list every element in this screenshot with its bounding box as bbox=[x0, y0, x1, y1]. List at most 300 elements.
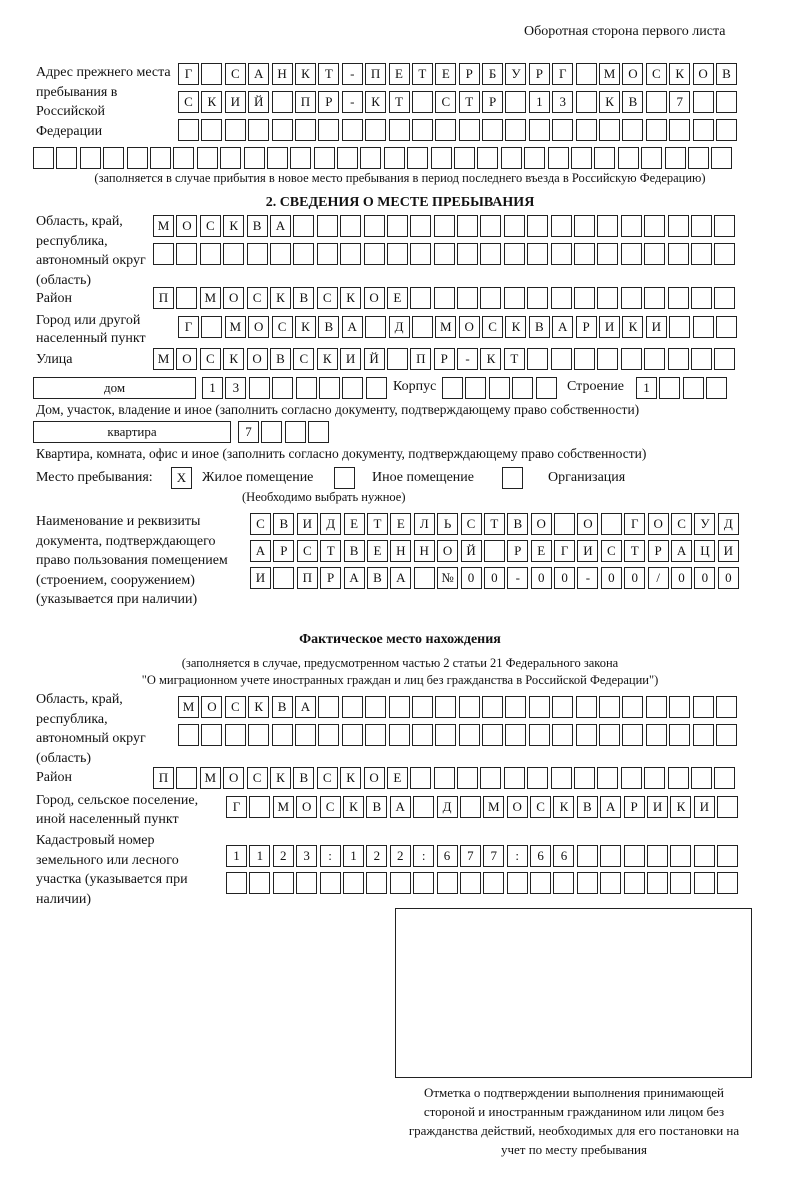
char-cell[interactable] bbox=[482, 724, 503, 746]
document-row-1[interactable] bbox=[250, 513, 741, 535]
char-cell[interactable] bbox=[529, 696, 550, 718]
char-cell[interactable]: О bbox=[531, 513, 552, 535]
char-cell[interactable] bbox=[554, 513, 575, 535]
char-cell[interactable] bbox=[646, 91, 667, 113]
char-cell[interactable] bbox=[644, 348, 665, 370]
char-cell[interactable]: Й bbox=[364, 348, 385, 370]
char-cell[interactable] bbox=[601, 513, 622, 535]
char-cell[interactable] bbox=[318, 696, 339, 718]
char-cell[interactable] bbox=[318, 724, 339, 746]
char-cell[interactable]: С bbox=[317, 287, 338, 309]
char-cell[interactable]: С bbox=[435, 91, 456, 113]
char-cell[interactable] bbox=[465, 377, 486, 399]
char-cell[interactable] bbox=[574, 348, 595, 370]
char-cell[interactable] bbox=[574, 287, 595, 309]
char-cell[interactable]: К bbox=[295, 316, 316, 338]
char-cell[interactable]: К bbox=[295, 63, 316, 85]
char-cell[interactable]: С bbox=[320, 796, 341, 818]
char-cell[interactable]: К bbox=[343, 796, 364, 818]
char-cell[interactable] bbox=[504, 287, 525, 309]
char-cell[interactable] bbox=[553, 872, 574, 894]
char-cell[interactable] bbox=[285, 421, 306, 443]
city-row[interactable] bbox=[178, 316, 739, 338]
char-cell[interactable] bbox=[527, 287, 548, 309]
char-cell[interactable] bbox=[127, 147, 148, 169]
char-cell[interactable]: В bbox=[529, 316, 550, 338]
char-cell[interactable] bbox=[290, 147, 311, 169]
actual-city-row[interactable] bbox=[226, 796, 741, 818]
char-cell[interactable]: Е bbox=[389, 63, 410, 85]
char-cell[interactable] bbox=[688, 147, 709, 169]
char-cell[interactable]: 0 bbox=[461, 567, 482, 589]
char-cell[interactable] bbox=[669, 119, 690, 141]
char-cell[interactable]: Й bbox=[248, 91, 269, 113]
char-cell[interactable] bbox=[366, 872, 387, 894]
char-cell[interactable] bbox=[599, 119, 620, 141]
char-cell[interactable] bbox=[536, 377, 557, 399]
char-cell[interactable] bbox=[407, 147, 428, 169]
char-cell[interactable] bbox=[176, 243, 197, 265]
char-cell[interactable] bbox=[618, 147, 639, 169]
char-cell[interactable]: 1 bbox=[226, 845, 247, 867]
stay-checkbox-residential[interactable]: X bbox=[171, 467, 192, 489]
char-cell[interactable]: 2 bbox=[390, 845, 411, 867]
char-cell[interactable] bbox=[249, 377, 270, 399]
char-cell[interactable] bbox=[524, 147, 545, 169]
char-cell[interactable] bbox=[665, 147, 686, 169]
char-cell[interactable] bbox=[551, 215, 572, 237]
char-cell[interactable] bbox=[576, 724, 597, 746]
char-cell[interactable]: С bbox=[317, 767, 338, 789]
char-cell[interactable] bbox=[176, 767, 197, 789]
char-cell[interactable] bbox=[644, 767, 665, 789]
char-cell[interactable] bbox=[459, 119, 480, 141]
char-cell[interactable]: Г bbox=[178, 316, 199, 338]
char-cell[interactable]: С bbox=[200, 348, 221, 370]
char-cell[interactable] bbox=[644, 215, 665, 237]
char-cell[interactable]: 1 bbox=[636, 377, 657, 399]
char-cell[interactable] bbox=[317, 243, 338, 265]
char-cell[interactable]: К bbox=[340, 767, 361, 789]
char-cell[interactable]: М bbox=[599, 63, 620, 85]
char-cell[interactable]: 1 bbox=[202, 377, 223, 399]
char-cell[interactable] bbox=[317, 215, 338, 237]
char-cell[interactable] bbox=[714, 243, 735, 265]
char-cell[interactable] bbox=[504, 767, 525, 789]
char-cell[interactable]: И bbox=[340, 348, 361, 370]
char-cell[interactable]: О bbox=[223, 287, 244, 309]
char-cell[interactable]: П bbox=[365, 63, 386, 85]
char-cell[interactable] bbox=[342, 119, 363, 141]
char-cell[interactable] bbox=[295, 724, 316, 746]
char-cell[interactable] bbox=[669, 724, 690, 746]
char-cell[interactable]: И bbox=[694, 796, 715, 818]
char-cell[interactable] bbox=[646, 724, 667, 746]
char-cell[interactable]: Р bbox=[576, 316, 597, 338]
char-cell[interactable]: Р bbox=[459, 63, 480, 85]
char-cell[interactable] bbox=[529, 724, 550, 746]
char-cell[interactable] bbox=[501, 147, 522, 169]
char-cell[interactable] bbox=[480, 243, 501, 265]
char-cell[interactable] bbox=[201, 119, 222, 141]
char-cell[interactable] bbox=[505, 119, 526, 141]
char-cell[interactable]: О bbox=[176, 215, 197, 237]
char-cell[interactable] bbox=[150, 147, 171, 169]
char-cell[interactable]: К bbox=[317, 348, 338, 370]
char-cell[interactable]: Г bbox=[624, 513, 645, 535]
char-cell[interactable]: О bbox=[507, 796, 528, 818]
char-cell[interactable]: И bbox=[577, 540, 598, 562]
char-cell[interactable] bbox=[670, 845, 691, 867]
char-cell[interactable] bbox=[337, 147, 358, 169]
char-cell[interactable]: Е bbox=[390, 513, 411, 535]
char-cell[interactable] bbox=[714, 348, 735, 370]
char-cell[interactable] bbox=[646, 696, 667, 718]
char-cell[interactable] bbox=[244, 147, 265, 169]
char-cell[interactable]: К bbox=[270, 287, 291, 309]
char-cell[interactable]: О bbox=[648, 513, 669, 535]
char-cell[interactable] bbox=[273, 567, 294, 589]
char-cell[interactable] bbox=[389, 119, 410, 141]
char-cell[interactable]: К bbox=[505, 316, 526, 338]
char-cell[interactable] bbox=[577, 845, 598, 867]
char-cell[interactable]: Г bbox=[552, 63, 573, 85]
char-cell[interactable]: А bbox=[250, 540, 271, 562]
char-cell[interactable] bbox=[527, 348, 548, 370]
char-cell[interactable] bbox=[489, 377, 510, 399]
char-cell[interactable]: В bbox=[247, 215, 268, 237]
char-cell[interactable]: : bbox=[413, 845, 434, 867]
char-cell[interactable]: Н bbox=[390, 540, 411, 562]
char-cell[interactable]: О bbox=[176, 348, 197, 370]
char-cell[interactable]: И bbox=[250, 567, 271, 589]
char-cell[interactable] bbox=[597, 215, 618, 237]
char-cell[interactable] bbox=[551, 767, 572, 789]
char-cell[interactable] bbox=[434, 215, 455, 237]
char-cell[interactable] bbox=[410, 767, 431, 789]
char-cell[interactable] bbox=[201, 63, 222, 85]
char-cell[interactable]: А bbox=[248, 63, 269, 85]
char-cell[interactable] bbox=[529, 119, 550, 141]
char-cell[interactable] bbox=[387, 215, 408, 237]
char-cell[interactable] bbox=[646, 119, 667, 141]
char-cell[interactable] bbox=[484, 540, 505, 562]
char-cell[interactable] bbox=[457, 767, 478, 789]
char-cell[interactable] bbox=[716, 91, 737, 113]
char-cell[interactable]: Т bbox=[624, 540, 645, 562]
char-cell[interactable] bbox=[320, 872, 341, 894]
char-cell[interactable]: В bbox=[507, 513, 528, 535]
char-cell[interactable] bbox=[644, 287, 665, 309]
char-cell[interactable] bbox=[389, 724, 410, 746]
char-cell[interactable] bbox=[437, 872, 458, 894]
char-cell[interactable]: К bbox=[622, 316, 643, 338]
actual-district-row[interactable] bbox=[153, 767, 738, 789]
char-cell[interactable] bbox=[296, 377, 317, 399]
char-cell[interactable] bbox=[714, 287, 735, 309]
char-cell[interactable] bbox=[597, 287, 618, 309]
char-cell[interactable] bbox=[178, 119, 199, 141]
char-cell[interactable] bbox=[434, 767, 455, 789]
char-cell[interactable]: А bbox=[671, 540, 692, 562]
char-cell[interactable] bbox=[412, 696, 433, 718]
char-cell[interactable]: Д bbox=[389, 316, 410, 338]
char-cell[interactable]: В bbox=[344, 540, 365, 562]
char-cell[interactable] bbox=[340, 243, 361, 265]
char-cell[interactable]: 7 bbox=[238, 421, 259, 443]
actual-region-row-1[interactable] bbox=[178, 696, 739, 718]
char-cell[interactable]: К bbox=[223, 215, 244, 237]
char-cell[interactable]: Л bbox=[414, 513, 435, 535]
char-cell[interactable]: С bbox=[646, 63, 667, 85]
stay-checkbox-other[interactable] bbox=[334, 467, 355, 489]
char-cell[interactable]: Г bbox=[554, 540, 575, 562]
char-cell[interactable]: В bbox=[577, 796, 598, 818]
char-cell[interactable] bbox=[173, 147, 194, 169]
char-cell[interactable] bbox=[153, 243, 174, 265]
char-cell[interactable] bbox=[622, 119, 643, 141]
char-cell[interactable] bbox=[249, 796, 270, 818]
char-cell[interactable] bbox=[717, 845, 738, 867]
char-cell[interactable]: Т bbox=[318, 63, 339, 85]
char-cell[interactable] bbox=[56, 147, 77, 169]
char-cell[interactable]: О bbox=[247, 348, 268, 370]
char-cell[interactable] bbox=[574, 243, 595, 265]
char-cell[interactable] bbox=[551, 287, 572, 309]
char-cell[interactable] bbox=[201, 724, 222, 746]
char-cell[interactable]: И bbox=[646, 316, 667, 338]
char-cell[interactable] bbox=[272, 377, 293, 399]
char-cell[interactable]: 6 bbox=[437, 845, 458, 867]
char-cell[interactable]: Е bbox=[387, 287, 408, 309]
char-cell[interactable] bbox=[551, 348, 572, 370]
char-cell[interactable]: О bbox=[296, 796, 317, 818]
char-cell[interactable] bbox=[390, 872, 411, 894]
char-cell[interactable]: В bbox=[293, 767, 314, 789]
char-cell[interactable]: Д bbox=[320, 513, 341, 535]
char-cell[interactable] bbox=[647, 845, 668, 867]
char-cell[interactable] bbox=[599, 724, 620, 746]
char-cell[interactable]: Р bbox=[320, 567, 341, 589]
char-cell[interactable] bbox=[691, 215, 712, 237]
char-cell[interactable]: М bbox=[435, 316, 456, 338]
char-cell[interactable]: О bbox=[622, 63, 643, 85]
char-cell[interactable] bbox=[434, 287, 455, 309]
char-cell[interactable]: О bbox=[364, 287, 385, 309]
char-cell[interactable] bbox=[483, 872, 504, 894]
prev-address-row-3[interactable] bbox=[178, 119, 739, 141]
char-cell[interactable] bbox=[577, 872, 598, 894]
char-cell[interactable] bbox=[711, 147, 732, 169]
char-cell[interactable]: В bbox=[273, 513, 294, 535]
prev-address-row-4[interactable] bbox=[33, 147, 735, 169]
char-cell[interactable]: Н bbox=[414, 540, 435, 562]
char-cell[interactable] bbox=[621, 243, 642, 265]
char-cell[interactable] bbox=[33, 147, 54, 169]
char-cell[interactable]: 0 bbox=[671, 567, 692, 589]
char-cell[interactable]: С bbox=[247, 767, 268, 789]
char-cell[interactable]: В bbox=[272, 696, 293, 718]
char-cell[interactable] bbox=[552, 696, 573, 718]
char-cell[interactable] bbox=[308, 421, 329, 443]
house-number-row[interactable] bbox=[202, 377, 389, 399]
char-cell[interactable] bbox=[504, 215, 525, 237]
char-cell[interactable] bbox=[270, 243, 291, 265]
char-cell[interactable]: В bbox=[367, 567, 388, 589]
char-cell[interactable]: 6 bbox=[530, 845, 551, 867]
district-row[interactable] bbox=[153, 287, 738, 309]
char-cell[interactable] bbox=[342, 377, 363, 399]
char-cell[interactable] bbox=[691, 767, 712, 789]
char-cell[interactable]: Р bbox=[507, 540, 528, 562]
char-cell[interactable]: М bbox=[153, 215, 174, 237]
char-cell[interactable]: Г bbox=[178, 63, 199, 85]
char-cell[interactable] bbox=[716, 119, 737, 141]
char-cell[interactable] bbox=[599, 696, 620, 718]
char-cell[interactable]: 7 bbox=[669, 91, 690, 113]
char-cell[interactable]: С bbox=[247, 287, 268, 309]
char-cell[interactable] bbox=[691, 243, 712, 265]
char-cell[interactable]: М bbox=[273, 796, 294, 818]
char-cell[interactable] bbox=[644, 243, 665, 265]
char-cell[interactable]: - bbox=[577, 567, 598, 589]
char-cell[interactable] bbox=[412, 91, 433, 113]
char-cell[interactable] bbox=[600, 845, 621, 867]
char-cell[interactable] bbox=[435, 696, 456, 718]
char-cell[interactable] bbox=[314, 147, 335, 169]
char-cell[interactable]: Д bbox=[718, 513, 739, 535]
char-cell[interactable] bbox=[622, 724, 643, 746]
char-cell[interactable]: О bbox=[437, 540, 458, 562]
char-cell[interactable] bbox=[530, 872, 551, 894]
char-cell[interactable]: М bbox=[200, 767, 221, 789]
char-cell[interactable] bbox=[706, 377, 727, 399]
char-cell[interactable] bbox=[551, 243, 572, 265]
char-cell[interactable]: И bbox=[718, 540, 739, 562]
char-cell[interactable]: С bbox=[671, 513, 692, 535]
prev-address-row-2[interactable] bbox=[178, 91, 739, 113]
char-cell[interactable]: К bbox=[480, 348, 501, 370]
char-cell[interactable] bbox=[273, 872, 294, 894]
char-cell[interactable] bbox=[482, 119, 503, 141]
char-cell[interactable] bbox=[622, 696, 643, 718]
char-cell[interactable] bbox=[318, 119, 339, 141]
char-cell[interactable]: - bbox=[342, 63, 363, 85]
char-cell[interactable] bbox=[691, 287, 712, 309]
char-cell[interactable]: / bbox=[648, 567, 669, 589]
char-cell[interactable]: О bbox=[201, 696, 222, 718]
char-cell[interactable]: Т bbox=[412, 63, 433, 85]
char-cell[interactable] bbox=[600, 872, 621, 894]
char-cell[interactable] bbox=[365, 119, 386, 141]
char-cell[interactable] bbox=[693, 696, 714, 718]
char-cell[interactable]: Р bbox=[273, 540, 294, 562]
char-cell[interactable] bbox=[412, 316, 433, 338]
char-cell[interactable] bbox=[504, 243, 525, 265]
char-cell[interactable] bbox=[669, 316, 690, 338]
char-cell[interactable]: - bbox=[507, 567, 528, 589]
char-cell[interactable]: Н bbox=[272, 63, 293, 85]
document-row-2[interactable] bbox=[250, 540, 741, 562]
char-cell[interactable] bbox=[576, 91, 597, 113]
char-cell[interactable] bbox=[717, 796, 738, 818]
char-cell[interactable]: К bbox=[669, 63, 690, 85]
char-cell[interactable] bbox=[480, 215, 501, 237]
char-cell[interactable]: К bbox=[340, 287, 361, 309]
char-cell[interactable]: 3 bbox=[296, 845, 317, 867]
char-cell[interactable]: В bbox=[622, 91, 643, 113]
char-cell[interactable] bbox=[552, 119, 573, 141]
char-cell[interactable] bbox=[659, 377, 680, 399]
char-cell[interactable]: Р bbox=[624, 796, 645, 818]
char-cell[interactable]: К bbox=[599, 91, 620, 113]
char-cell[interactable]: М bbox=[225, 316, 246, 338]
char-cell[interactable] bbox=[413, 796, 434, 818]
char-cell[interactable] bbox=[574, 767, 595, 789]
char-cell[interactable] bbox=[597, 243, 618, 265]
char-cell[interactable]: В bbox=[716, 63, 737, 85]
korpus-row[interactable] bbox=[442, 377, 559, 399]
char-cell[interactable] bbox=[597, 767, 618, 789]
char-cell[interactable] bbox=[527, 243, 548, 265]
char-cell[interactable] bbox=[389, 696, 410, 718]
char-cell[interactable] bbox=[387, 243, 408, 265]
char-cell[interactable]: Е bbox=[387, 767, 408, 789]
char-cell[interactable] bbox=[624, 872, 645, 894]
char-cell[interactable] bbox=[512, 377, 533, 399]
char-cell[interactable]: П bbox=[297, 567, 318, 589]
char-cell[interactable] bbox=[387, 348, 408, 370]
char-cell[interactable] bbox=[670, 872, 691, 894]
char-cell[interactable] bbox=[248, 724, 269, 746]
char-cell[interactable] bbox=[576, 696, 597, 718]
char-cell[interactable]: М bbox=[178, 696, 199, 718]
char-cell[interactable] bbox=[694, 845, 715, 867]
char-cell[interactable] bbox=[434, 243, 455, 265]
building-row[interactable] bbox=[636, 377, 730, 399]
char-cell[interactable] bbox=[641, 147, 662, 169]
char-cell[interactable]: К bbox=[248, 696, 269, 718]
char-cell[interactable] bbox=[223, 243, 244, 265]
char-cell[interactable]: 7 bbox=[483, 845, 504, 867]
char-cell[interactable] bbox=[527, 215, 548, 237]
apartment-number-row[interactable] bbox=[238, 421, 332, 443]
char-cell[interactable]: 0 bbox=[601, 567, 622, 589]
char-cell[interactable]: Д bbox=[437, 796, 458, 818]
char-cell[interactable] bbox=[668, 767, 689, 789]
char-cell[interactable]: 0 bbox=[531, 567, 552, 589]
char-cell[interactable]: С bbox=[272, 316, 293, 338]
char-cell[interactable] bbox=[460, 796, 481, 818]
char-cell[interactable]: А bbox=[600, 796, 621, 818]
char-cell[interactable]: С bbox=[225, 63, 246, 85]
char-cell[interactable] bbox=[507, 872, 528, 894]
char-cell[interactable]: С bbox=[225, 696, 246, 718]
char-cell[interactable]: О bbox=[459, 316, 480, 338]
char-cell[interactable]: И bbox=[647, 796, 668, 818]
char-cell[interactable] bbox=[249, 872, 270, 894]
house-type-field[interactable]: дом bbox=[33, 377, 196, 399]
char-cell[interactable] bbox=[460, 872, 481, 894]
char-cell[interactable] bbox=[248, 119, 269, 141]
char-cell[interactable] bbox=[693, 316, 714, 338]
char-cell[interactable] bbox=[454, 147, 475, 169]
char-cell[interactable]: 3 bbox=[552, 91, 573, 113]
char-cell[interactable] bbox=[527, 767, 548, 789]
char-cell[interactable] bbox=[477, 147, 498, 169]
char-cell[interactable] bbox=[716, 316, 737, 338]
char-cell[interactable]: Р bbox=[648, 540, 669, 562]
